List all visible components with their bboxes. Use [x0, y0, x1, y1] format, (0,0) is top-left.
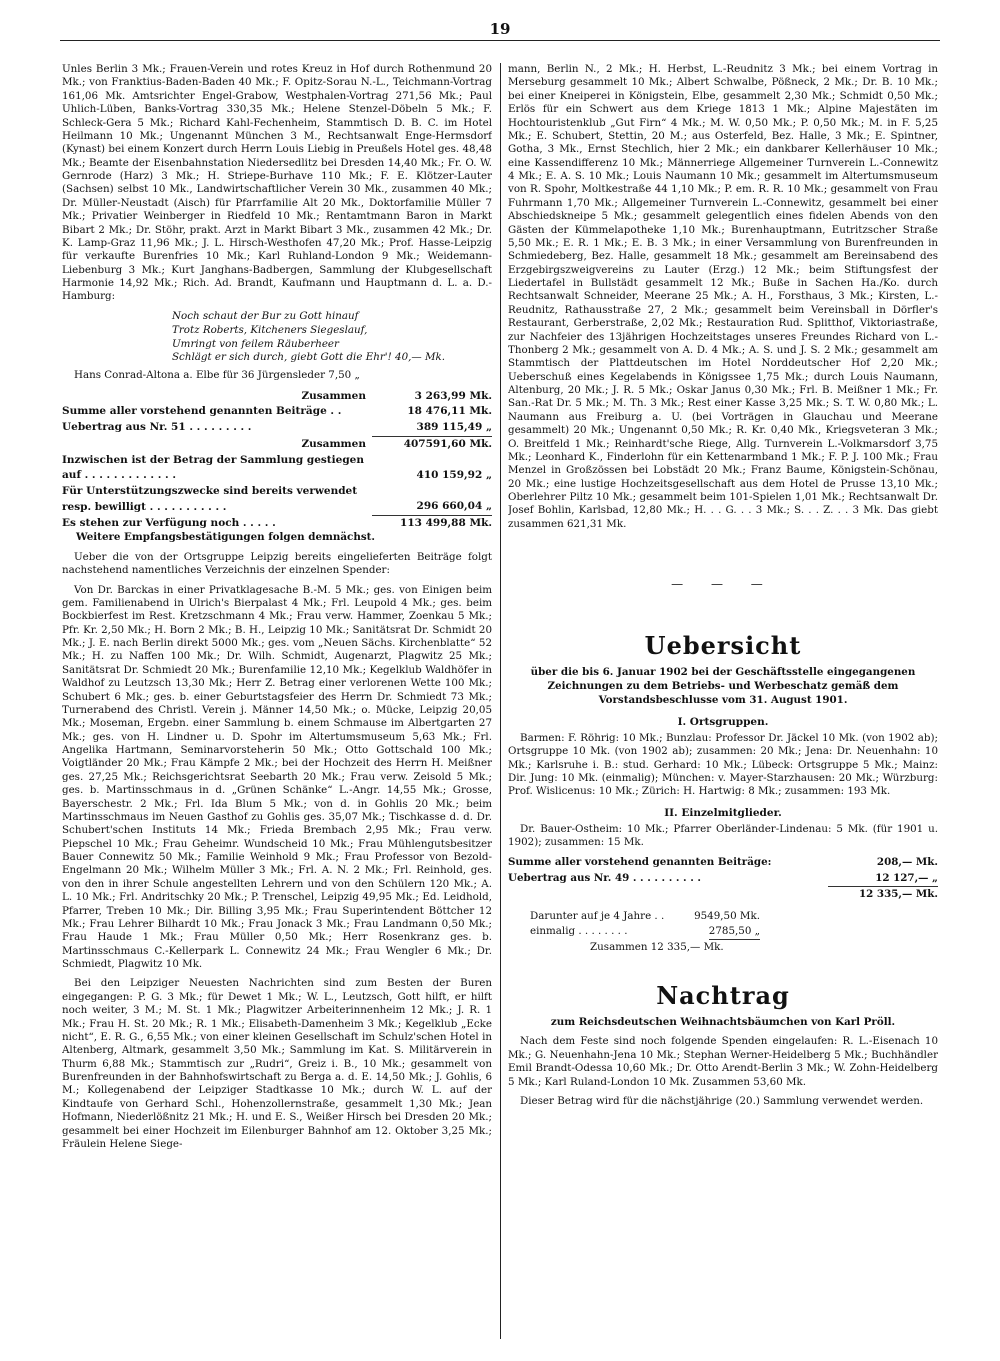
followup-note: Weitere Empfangsbestätigungen folgen demnächst.	[76, 531, 375, 544]
sum-row	[62, 389, 492, 405]
sum-label: Für Unterstützungszwecke sind bereits verwendet resp. bewilligt . . . . . . . . . . .	[62, 485, 358, 513]
overview-sum-table	[508, 855, 938, 902]
donor-list-paragraph: Unles Berlin 3 Mk.; Frauen-Verein und rotes Kreuz in Hof durch Rothenmund 20 Mk.; von Franktius-Baden-Baden 40 Mk.; F. Opitz-Sorau N.-L., Teichmann-Vortrag 161,06 Mk. Amtsrichter Engel-Grabow, Westphalen-Vortrag 271,56 Mk.; Paul Uhlich-Lüben, Banks-Vortrag 330,35 Mk.; Helene Stenzel-Döbeln 5 Mk.; F. Schleck-Gera 5 Mk.; Richard Kahl-Fechenheim, Stammtisch D. B. C. im Hotel Heilmann 10 Mk.; Ungenannt München 3 M., Rechtsanwalt Enge-Hermsdorf (Kynast) bei einem Konzert durch Herrn Louis Liebig in Preußels Hotel ges. 48,48 Mk.; Beamte der Eisenbahnstation Niedersedlitz bei Dresden 14,40 Mk.; Fr. O. W. Gernrode (Harz) 3 Mk.; H. Striepe-Burhave 110 Mk.; F. E. Klötzer-Lauter (Sachsen) selbst 10 Mk., Landwirtschaftlicher Verein 30 Mk., zusammen 40 Mk.; Dr. Müller-Neustadt (Aisch) für Pfarrfamilie Alt 20 Mk., Doktorfamilie Müller 7 Mk.; Privatier Weinberger in Riedfeld 10 Mk.; Rentamtmann Baron in Markt Bibart 2 Mk.; Dr. Stöhr, prakt. Arzt in Markt Bibart 3 Mk., zusammen 42 Mk.; Dr. K. Lamp-Graz 11,96 Mk.; J. L. Hirsch-Westhofen 47,20 Mk.; Prof. Hasse-Leipzig für verkaufte Burenfries 10 Mk.; Karl Ruhland-London 9 Mk.; Weidemann-Liebenburg 3 Mk.; Kurt Janghans-Badbergen, Sammlung der Klubgesellschaft Harmonie 14,92 Mk.; Rich. Ad. Brandt, Kaufmann und Hauptmann d. L. a. D.-Hamburg:	[62, 63, 492, 303]
sum-amount: 407591,60 Mk.	[403, 437, 492, 450]
overview-subtitle: über die bis 6. Januar 1902 bei der Geschäftsstelle eingegangenen Zeichnungen zu dem Betriebs- und Werbeschatz gemäß dem Vorstandsbeschlusse vom 31. August 1901.	[530, 666, 916, 706]
table-label: Uebertrag aus Nr. 49 . . . . . . . . . .	[508, 871, 701, 884]
table-row	[508, 871, 938, 887]
sum-label: Uebertrag aus Nr. 51 . . . . . . . . .	[62, 421, 252, 434]
poem	[172, 310, 492, 366]
sum-label: Zusammen	[301, 437, 366, 450]
addendum-donor-list: Nach dem Feste sind noch folgende Spenden eingelaufen: R. L.-Eisenach 10 Mk.; G. Neuenhahn-Jena 10 Mk.; Stephan Werner-Heidelberg 5 Mk.; Buchhändler Emil Brandt-Odessa 10,60 Mk.; Dr. Otto Arendt-Berlin 3 Mk.; W. Zohn-Heidelberg 5 Mk.; Karl Ruland-London 10 Mk. Zusammen 53,60 Mk.	[508, 1035, 938, 1088]
sum-amount: 296 660,04 „	[372, 499, 492, 516]
section-heading-local-groups: I. Ortsgruppen.	[677, 715, 769, 728]
table-value: 12 335,— Mk.	[859, 888, 938, 901]
sum-amount: 3 263,99 Mk.	[414, 389, 492, 402]
addendum-note: Dieser Betrag wird für die nächstjährige (20.) Sammlung verwendet werden.	[520, 1094, 924, 1107]
sum-row	[62, 437, 492, 453]
donor-line: Hans Conrad-Altona a. Elbe für 36 Jürgensleder 7,50 „	[74, 369, 360, 382]
table-row	[530, 909, 760, 924]
table-label: Summe aller vorstehend genannten Beiträge:	[508, 856, 772, 869]
sum-label: Es stehen zur Verfügung noch . . . . .	[62, 516, 276, 529]
page-number: 19	[489, 20, 511, 38]
addendum-title: Nachtrag	[656, 980, 790, 1010]
local-groups-list: Barmen: F. Röhrig: 10 Mk.; Bunzlau: Professor Dr. Jäckel 10 Mk. (von 1902 ab); Ortsgruppe 10 Mk. (von 1902 ab); zusammen: 20 Mk.; Jena: Dr. Neuenhahn: 10 Mk.; Karlsruhe i. B.: stud. Gerhard: 10 Mk.; Lübeck: Ortsgruppe 5 Mk.; Mainz: Dir. Jung: 10 Mk. (einmalig); München: v. Mayer-Starzhausen: 20 Mk.; Würzburg: Prof. Wislicenus: 10 Mk.; Zürich: H. Hartwig: 8 Mk.; zusammen: 193 Mk.	[508, 731, 938, 798]
sum-amount: 410 159,92 „	[416, 469, 492, 482]
poem-line: Umringt von feilem Räuberheer	[172, 337, 339, 350]
sum-row	[62, 420, 492, 437]
table-value: 2785,50 „	[709, 924, 760, 940]
sum-amount: 389 115,49 „	[372, 420, 492, 437]
table-value: 9549,50 Mk.	[694, 909, 760, 922]
leipzig-intro: Ueber die von der Ortsgruppe Leipzig bereits eingelieferten Beiträge folgt nachstehend namentliches Verzeichnis der einzelnen Spender:	[62, 550, 492, 577]
leipzig-donor-list: Von Dr. Barckas in einer Privatklagesache B.-M. 5 Mk.; ges. von Einigen beim gem. Familienabend in Ulrich's Bierpalast 4 Mk.; Frl. Leupold 4 Mk.; ges. beim Bockbierfest im Rest. Kretzschmann 4 Mk.; Frau verw. Hammer, Zoenkau 5 Mk.; Pfr. Kr. 2,50 Mk.; H. Born 2 Mk.; B. H., Leipzig 10 Mk.; Sanitätsrat Dr. Schmidt 20 Mk.; J. E. nach Berlin direkt 5000 Mk.; ges. vom „Neuen Sächs. Kirchenblatte“ 52 Mk.; H. zu Naffen 100 Mk.; Dr. Wilh. Schmidt, Augenarzt, Plagwitz 25 Mk.; Sanitätsrat Dr. Schmiedt 20 Mk.; Burenfamilie 12,10 Mk.; Kegelklub Waldhöfer in Waldhof zu Leutzsch 13,30 Mk.; Herr Z. Betrag einer verlorenen Wette 100 Mk.; Schubert 6 Mk.; ges. b. einer Geburtstagsfeier des Herrn Dr. Schmiedt 73 Mk.; Turnerabend des Christl. Verein j. Männer 14,50 Mk.; o. Mücke, Leipzig 20,05 Mk.; Moseman, Ergebn. einer Sammlung b. einem Schmause im Albertgarten 27 Mk.; ges. von H. Lindner u. D. Spohr im Altertumsmuseum 5,63 Mk.; Frl. Angelika Hartmann, Seminarvorsteherin 50 Mk.; Otto Gottschald 100 Mk.; Voigtländer 20 Mk.; Frau Kämpfe 2 Mk.; bei der Hochzeit des Herrn H. Meißner ges. 27,25 Mk.; Reichsgerichtsrat Seebarth 20 Mk.; Frau verw. Zeisold 5 Mk.; ges. b. Martinsschmaus in d. „Grünen Schänke“ L.-Angr. 14,55 Mk.; Grosse, Bayerschestr. 2 Mk.; Frl. Ida Blum 5 Mk.; von d. in Gohlis 20 Mk.; beim Martinsschmaus im Neuen Gasthof zu Gohlis ges. 35,07 Mk.; Tischkasse d. d. Dr. Schubert'schen Instituts 14 Mk.; Frieda Brembach 2,95 Mk.; Frau verw. Piepschel 10 Mk.; Frau Geheimr. Wundscheid 10 Mk.; Frau Mühlengutsbesitzer Bauer Connewitz 50 Mk.; Familie Weinhold 9 Mk.; Frau Professor von Bezold-Engelmann 20 Mk.; Wilhelm Müller 3 Mk.; Frl. A. N. 2 Mk.; Frl. Reinhold, ges. von den in ihrer Schule angestellten Lehrern und von den Schülern 120 Mk.; A. L. 10 Mk.; Frl. Andritschky 20 Mk.; P. Trenschel, Leipzig 49,95 Mk.; Ed. Leidhold, Pfarrer, Treben 10 Mk.; Dir. Billing 3,95 Mk.; Frau Superintendent Böttcher 12 Mk.; Frau Lehrer Bilhardt 10 Mk.; Frau Jonack 3 Mk.; Frau Landmann 0,50 Mk.; Frau Haude 1 Mk.; Frau Müller 0,50 Mk.; Herr Rosenkranz ges. b. Martinsschmaus C.-Kellerpark L. Connewitz 24 Mk.; Frau Wengler 6 Mk.; Dr. Schmiedt, Plagwitz 10 Mk.	[62, 583, 492, 971]
sum-row	[62, 404, 492, 420]
section-separator: — — —	[671, 577, 775, 592]
poem-line: Schlägt er sich durch, giebt Gott die Ehr'! 40,— Mk.	[172, 351, 446, 364]
sum-label: Summe aller vorstehend genannten Beiträge . .	[62, 405, 342, 418]
sum-amount: 18 476,11 Mk.	[407, 405, 492, 418]
table-label: einmalig . . . . . . . .	[530, 924, 628, 937]
poem-line: Trotz Roberts, Kitcheners Siegeslauf,	[172, 323, 368, 336]
poem-line: Noch schaut der Bur zu Gott hinauf	[172, 309, 359, 322]
table-row	[530, 924, 760, 940]
addendum-subtitle: zum Reichsdeutschen Weihnachtsbäumchen von Karl Pröll.	[550, 1015, 896, 1028]
table-row	[530, 940, 760, 955]
breakdown-table	[530, 909, 760, 955]
sum-amount: 113 499,88 Mk.	[400, 516, 492, 529]
sum-label: Zusammen	[301, 389, 366, 402]
table-value: 208,— Mk.	[876, 856, 938, 869]
table-value: 12 127,— „	[828, 871, 938, 887]
right-column	[508, 63, 938, 1339]
sum-label: Inzwischen ist der Betrag der Sammlung gestiegen auf . . . . . . . . . . . . .	[62, 453, 364, 482]
header-rule	[60, 40, 940, 41]
sum-block	[62, 389, 492, 532]
sum-row	[62, 453, 492, 485]
table-label: Zusammen 12 335,— Mk.	[590, 940, 724, 953]
left-column	[62, 63, 492, 1339]
section-heading-members: II. Einzelmitglieder.	[664, 806, 782, 819]
column-divider	[500, 63, 501, 1339]
sum-row	[62, 516, 492, 532]
table-label: Darunter auf je 4 Jahre . .	[530, 909, 665, 922]
donor-list-continued: mann, Berlin N., 2 Mk.; H. Herbst, L.-Reudnitz 3 Mk.; bei einem Vortrag in Merseburg gesammelt 10 Mk.; Albert Schwalbe, Pößneck, 2 Mk.; Dr. B. 10 Mk.; bei einer Kneiperei in Königstein, Elbe, gesammelt 2,30 Mk.; Schmidt 0,50 Mk.; Erlös für ein Schwert aus dem Kriege 1813 1 Mk.; Alpine Majestäten im Hochtouristenklub „Gut Firn“ 4 Mk.; M. W. 0,50 Mk.; P. 0,50 Mk.; M. in F. 5,25 Mk.; E. Schubert, Stettin, 20 M.; aus Osterfeld, Bez. Halle, 3 Mk.; E. Spintner, Gotha, 3 Mk., Ernst Stechlich, hier 2 Mk.; ein dankbarer Kellerhäuser 10 Mk.; eine Kassendifferenz 10 Mk.; Männerriege Allgemeiner Turnverein L.-Connewitz 4 Mk.; E. A. S. 10 Mk.; Louis Naumann 10 Mk.; gesammelt im Altertumsmuseum von R. Spohr, Moltkestraße 44 1,10 Mk.; P. em. R. R. 10 Mk.; gesammelt von Frau Fuhrmann 1,70 Mk.; Allgemeiner Turnverein L.-Connewitz, gesammelt bei einer Abschiedskneipe 5 Mk.; gesammelt gelegentlich eines fidelen Abends von den Gästen der Kümmelapotheke 1,10 Mk.; Burenhauptmann, Eutritzscher Straße 5,50 Mk.; E. R. 1 Mk.; E. B. 3 Mk.; in einer Versammlung von Burenfreunden in Schmiedeberg, Bez. Halle, gesammelt 18 Mk.; gesammelt am Bereinsabend des Erzgebirgszweigvereins zu Lauter (Erzg.) 12 Mk.; beim Stiftungsfest der Liedertafel in Bullstädt gesammelt 12 Mk.; Buße in Sachen Ha./Ko. durch Rechtsanwalt Schneider, Meerane 25 Mk.; A. H., Forsthaus, 3 Mk.; Kirsten, L.-Reudnitz, Rathausstraße 27, 2 Mk.; gesammelt beim Vereinsball in Dörfler's Restaurant, Gerberstraße, 2,02 Mk.; Restauration Rud. Splitthof, Viktoriastraße, zur Nachfeier des 13jährigen Hochzeitstages unseres Freundes Richard von L.-Thonberg 2 Mk.; gesammelt von A. D. 4 Mk.; A. S. und J. S. 2 Mk.; gesammelt am Stammtisch der Plattdeutschen im Hotel Norddeutscher Hof 2,20 Mk.; Ueberschuß eines Kegelabends in Königssee 1,75 Mk.; durch Louis Naumann, Altenburg, 20 Mk.; J. R. 5 Mk.; Oskar Janus 0,30 Mk.; Frl. B. Meißner 1 Mk.; Fr. San.-Rat Dr. 5 Mk.; M. Th. 3 Mk.; Rest einer Kasse 3,25 Mk.; S. T. W. 0,80 Mk.; L. Naumann aus Freiburg a. U. (bei Vorträgen in Glauchau und Meerane gesammelt) 20 Mk.; Ungenannt 0,50 Mk.; R. Kr. 0,40 Mk., Kriegsveteran 3 Mk.; O. Breitfeld 1 Mk.; Reinhardt'sche Riege, Allg. Turnverein L.-Volkmarsdorf 3,75 Mk.; Leonhard K., Finderlohn für ein Kettenarmband 1 Mk.; F. P. J. 100 Mk.; Frau Menzel in Großzössen bei Lobstädt 20 Mk.; Franz Baume, Königstein-Schönau, 20 Mk.; eine lustige Hochzeitsgesellschaft aus dem Hotel de Prusse 13,10 Mk.; Oberlehrer Piltz 10 Mk.; gesammelt beim 101-Spielen 1,01 Mk.; Rechtsanwalt Dr. Josef Bohlin, Karlsbad, 12,80 Mk.; H. . . G. . . 3 Mk.; S. . . Z. . . 3 Mk. Das giebt zusammen 621,31 Mk.	[508, 63, 938, 530]
table-row	[508, 887, 938, 902]
newspaper-donor-list: Bei den Leipziger Neuesten Nachrichten sind zum Besten der Buren eingegangen: P. G. 3 Mk.; für Dewet 1 Mk.; W. L., Leutzsch, Gott hilft, er hilft noch weiter, 3 M.; M. St. 1 Mk.; Plagwitzer Arbeiterinnenheim 12 Mk.; J. R. 1 Mk.; Frau H. St. 20 Mk.; R. 1 Mk.; Elisabeth-Damenheim 3 Mk.; Kegelklub „Ecke nicht“, E. R. G., 6,55 Mk.; von einer kleinen Gesellschaft im Schulz'schen Hotel in Altenberg, Altmark, gesammelt 3,50 Mk.; Sammlung im Kat. S. Militärverein in Thurm 6,88 Mk.; Stammtisch zur „Rudri“, Greiz i. B., 10 Mk.; gesammelt von Burenfreunden in der Bahnhofswirtschaft zu Berga a. d. E. 14,50 Mk.; J. Gohlis, 6 M.; Kollegenabend der Leipziger Stadtkasse 10 Mk.; durch W. L. auf der Kindtaufe von Gerhard Schl., Hohenzollernstraße, gesammelt 1,30 Mk.; Jean Hofmann, Niederlößnitz 21 Mk.; H. und E. S., Weißer Hirsch bei Dresden 20 Mk.; gesammelt bei einer Hochzeit im Eilenburger Bahnhof am 12. Oktober 3,25 Mk.; Fräulein Helene Siege-	[62, 977, 492, 1150]
table-row	[508, 855, 938, 870]
overview-title: Uebersicht	[644, 631, 802, 661]
sum-row	[62, 484, 492, 516]
members-list: Dr. Bauer-Ostheim: 10 Mk.; Pfarrer Oberländer-Lindenau: 5 Mk. (für 1901 u. 1902); zusammen: 15 Mk.	[508, 822, 938, 849]
